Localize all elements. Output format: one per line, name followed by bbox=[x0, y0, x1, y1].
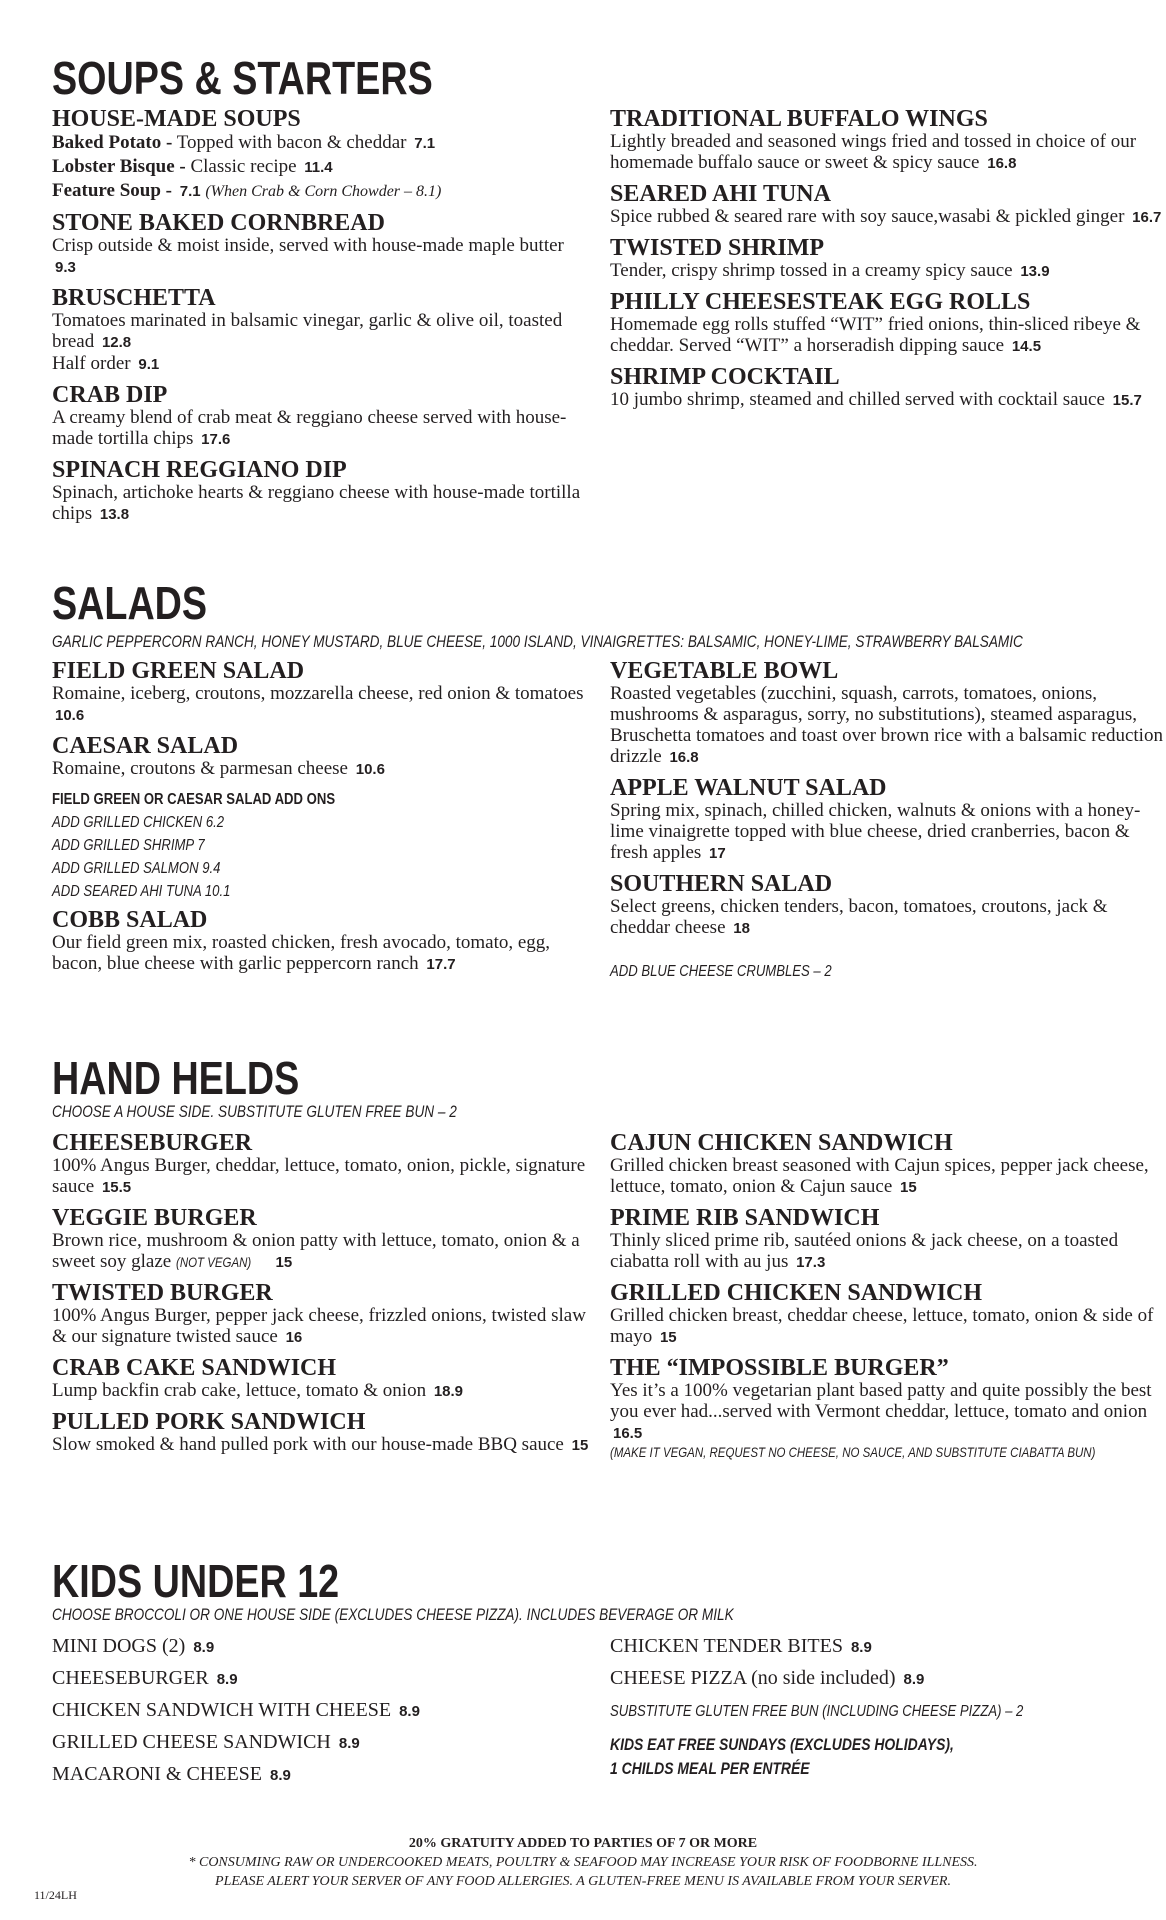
footer bbox=[0, 1834, 1166, 1891]
kids-item bbox=[52, 1695, 592, 1727]
item-desc bbox=[610, 800, 1166, 864]
item-name: BRUSCHETTA bbox=[52, 285, 216, 311]
hand-helds-section bbox=[52, 1052, 1154, 1460]
menu-item bbox=[52, 735, 592, 780]
menu-item bbox=[52, 108, 592, 203]
kids-item-name: CHEESE PIZZA (no side included) bbox=[610, 1667, 896, 1689]
item-desc-text: 10 jumbo shrimp, steamed and chilled served with cocktail sauce bbox=[610, 389, 1105, 410]
price: 10.6 bbox=[355, 761, 385, 778]
item-desc-text: Lightly breaded and seasoned wings fried and tossed in choice of our homemade buffalo sauce or sweet & spicy sauce bbox=[610, 131, 1137, 173]
item-name: SEARED AHI TUNA bbox=[610, 181, 831, 207]
item-name: PHILLY CHEESESTEAK EGG ROLLS bbox=[610, 289, 1031, 315]
item-desc bbox=[610, 1230, 1166, 1273]
price: 11.4 bbox=[304, 159, 333, 176]
menu-item bbox=[610, 366, 1166, 411]
soups-starters-section bbox=[52, 52, 1162, 524]
hand-helds-left-column bbox=[52, 1132, 592, 1465]
section-title: HAND HELDS bbox=[52, 1052, 300, 1104]
price: 16.5 bbox=[613, 1425, 643, 1442]
menu-item bbox=[52, 1282, 592, 1348]
item-desc-text: Romaine, iceberg, croutons, mozzarella cheese, red onion & tomatoes bbox=[52, 683, 584, 704]
kids-left-list bbox=[52, 1631, 592, 1791]
menu-item bbox=[610, 1282, 1166, 1348]
kids-free-line: 1 CHILDS MEAL PER ENTRÉE bbox=[610, 1759, 810, 1778]
kids-item bbox=[610, 1631, 1166, 1663]
addon-item: ADD GRILLED SHRIMP 7 bbox=[52, 837, 205, 854]
menu-item bbox=[610, 183, 1166, 228]
item-desc-text: Yes it’s a 100% vegetarian plant based patty and quite possibly the best you ever had...served with Vermont cheddar, lettuce, tomato and onion bbox=[610, 1380, 1152, 1422]
price: 17 bbox=[709, 845, 726, 862]
hand-helds-left-list bbox=[52, 1132, 592, 1456]
item-desc-text: Tomatoes marinated in balsamic vinegar, garlic & olive oil, toasted bread bbox=[52, 310, 563, 352]
menu-item bbox=[610, 873, 1166, 939]
kids-item-name: CHEESEBURGER bbox=[52, 1667, 209, 1689]
starters-right-list bbox=[610, 108, 1166, 411]
item-name: VEGETABLE BOWL bbox=[610, 658, 839, 684]
item-desc bbox=[610, 389, 1166, 411]
item-name: THE “IMPOSSIBLE BURGER” bbox=[610, 1355, 949, 1381]
menu-item bbox=[610, 1132, 1166, 1198]
warning-line: PLEASE ALERT YOUR SERVER OF ANY FOOD ALLERGIES. A GLUTEN-FREE MENU IS AVAILABLE FROM YOUR SERVER. bbox=[215, 1874, 951, 1889]
item-desc bbox=[52, 310, 592, 375]
kids-right-list bbox=[610, 1631, 1166, 1695]
item-desc bbox=[610, 260, 1166, 282]
kids-item bbox=[52, 1631, 592, 1663]
menu-item bbox=[610, 1357, 1166, 1462]
kids-free-line: KIDS EAT FREE SUNDAYS (EXCLUDES HOLIDAYS), bbox=[610, 1735, 954, 1754]
salads-left-column bbox=[52, 660, 592, 984]
item-name: CRAB CAKE SANDWICH bbox=[52, 1355, 337, 1381]
item-name: VEGGIE BURGER bbox=[52, 1205, 257, 1231]
kids-right-column bbox=[610, 1631, 1166, 1781]
menu-item bbox=[52, 1132, 592, 1198]
hand-helds-right-list bbox=[610, 1132, 1166, 1462]
price: 9.3 bbox=[55, 259, 76, 276]
item-desc bbox=[610, 896, 1166, 939]
menu-item bbox=[52, 909, 592, 975]
gratuity-note: 20% GRATUITY ADDED TO PARTIES OF 7 OR MORE bbox=[408, 1836, 758, 1851]
item-desc-text: A creamy blend of crab meat & reggiano cheese served with house-made tortilla chips bbox=[52, 407, 567, 449]
item-desc-text: Thinly sliced prime rib, sautéed onions & jack cheese, on a toasted ciabatta roll with au jus bbox=[610, 1230, 1119, 1272]
item-name: PRIME RIB SANDWICH bbox=[610, 1205, 880, 1231]
price: 9.1 bbox=[138, 356, 160, 373]
price: 7.1 bbox=[414, 135, 436, 152]
item-desc bbox=[610, 683, 1166, 768]
menu-item bbox=[52, 1357, 592, 1402]
item-name: TWISTED BURGER bbox=[52, 1280, 273, 1306]
item-desc-text: Tender, crispy shrimp tossed in a creamy spicy sauce bbox=[610, 260, 1013, 281]
item-desc bbox=[52, 1380, 592, 1402]
item-name: SOUTHERN SALAD bbox=[610, 871, 833, 897]
item-name: FIELD GREEN SALAD bbox=[52, 658, 305, 684]
menu-item bbox=[610, 777, 1166, 864]
item-desc bbox=[52, 482, 592, 525]
kids-item-name: MINI DOGS (2) bbox=[52, 1635, 186, 1657]
menu-item bbox=[52, 1411, 592, 1456]
price: 7.1 bbox=[179, 183, 201, 200]
section-title: SALADS bbox=[52, 577, 208, 629]
item-name: TRADITIONAL BUFFALO WINGS bbox=[610, 106, 988, 132]
item-name: CRAB DIP bbox=[52, 382, 168, 408]
kids-item-name: CHICKEN SANDWICH WITH CHEESE bbox=[52, 1699, 392, 1721]
price: 15 bbox=[571, 1437, 589, 1454]
kids-item bbox=[52, 1759, 592, 1791]
item-desc-text: Brown rice, mushroom & onion patty with lettuce, tomato, onion & a sweet soy glaze bbox=[52, 1230, 580, 1272]
item-desc-text: Homemade egg rolls stuffed “WIT” fried onions, thin-sliced ribeye & cheddar. Served “WIT” a horseradish dipping sauce bbox=[610, 314, 1141, 356]
price: 16.8 bbox=[669, 749, 699, 766]
price: 8.9 bbox=[850, 1639, 872, 1656]
addon-item: ADD GRILLED CHICKEN 6.2 bbox=[52, 814, 225, 831]
kids-item bbox=[610, 1663, 1166, 1695]
hand-helds-right-column bbox=[610, 1132, 1166, 1471]
price: 15.5 bbox=[101, 1179, 132, 1196]
kids-note: CHOOSE BROCCOLI OR ONE HOUSE SIDE (EXCLUDES CHEESE PIZZA). INCLUDES BEVERAGE OR MILK bbox=[52, 1605, 734, 1624]
price: 16.8 bbox=[987, 155, 1017, 172]
item-subnote: (MAKE IT VEGAN, REQUEST NO CHEESE, NO SAUCE, AND SUBSTITUTE CIABATTA BUN) bbox=[610, 1444, 1096, 1460]
kids-item bbox=[52, 1663, 592, 1695]
price: 8.9 bbox=[193, 1639, 215, 1656]
menu-item bbox=[52, 384, 592, 450]
menu-item bbox=[52, 660, 592, 726]
item-desc bbox=[52, 235, 592, 278]
item-note: (NOT VEGAN) bbox=[175, 1254, 252, 1270]
item-desc bbox=[52, 683, 592, 726]
menu-item bbox=[610, 108, 1166, 174]
price: 8.9 bbox=[338, 1735, 360, 1752]
gluten-free-note: SUBSTITUTE GLUTEN FREE BUN (INCLUDING CHEESE PIZZA) – 2 bbox=[610, 1703, 1024, 1720]
soup-line: Baked Potato - Topped with bacon & cheddar 7.1 bbox=[52, 132, 436, 153]
price: 8.9 bbox=[903, 1671, 925, 1688]
item-name: COBB SALAD bbox=[52, 907, 208, 933]
menu-item bbox=[52, 287, 592, 375]
item-desc bbox=[610, 314, 1166, 357]
item-desc-text: Grilled chicken breast, cheddar cheese, lettuce, tomato, onion & side of mayo bbox=[610, 1305, 1154, 1347]
item-desc-text: Spice rubbed & seared rare with soy sauce,wasabi & pickled ginger bbox=[610, 206, 1125, 227]
price: 8.9 bbox=[399, 1703, 420, 1720]
menu-item bbox=[610, 237, 1166, 282]
dressing-note: GARLIC PEPPERCORN RANCH, HONEY MUSTARD, BLUE CHEESE, 1000 ISLAND, VINAIGRETTES: BALSAMIC, HONEY-LIME, STRAWBERRY BALSAMIC bbox=[52, 632, 1023, 651]
price: 10.6 bbox=[55, 707, 85, 724]
item-desc bbox=[610, 1380, 1166, 1444]
item-desc bbox=[610, 206, 1166, 228]
item-desc bbox=[610, 1155, 1166, 1198]
item-desc-text: Slow smoked & hand pulled pork with our house-made BBQ sauce bbox=[52, 1434, 564, 1455]
item-desc: Our field green mix, roasted chicken, fresh avocado, tomato, egg, bacon, blue cheese with garlic peppercorn ranch 17.7 bbox=[52, 932, 551, 974]
kids-item-name: MACARONI & CHEESE bbox=[52, 1763, 263, 1785]
item-name: STONE BAKED CORNBREAD bbox=[52, 210, 385, 236]
item-desc bbox=[610, 1305, 1166, 1348]
salads-section bbox=[52, 577, 1163, 980]
price: 17.6 bbox=[201, 431, 231, 448]
item-desc-text: Romaine, croutons & parmesan cheese bbox=[52, 758, 348, 779]
price: 16 bbox=[285, 1329, 303, 1346]
item-desc bbox=[52, 1230, 592, 1273]
kids-item-name: GRILLED CHEESE SANDWICH bbox=[52, 1731, 331, 1753]
menu-item bbox=[52, 459, 592, 525]
warning-line: * CONSUMING RAW OR UNDERCOOKED MEATS, POULTRY & SEAFOOD MAY INCREASE YOUR RISK OF FOODBORNE ILLNESS. bbox=[188, 1855, 978, 1870]
salads-right-column bbox=[610, 660, 1166, 983]
price: 15.7 bbox=[1112, 392, 1142, 409]
soups-right-column bbox=[610, 108, 1166, 420]
item-name: CAESAR SALAD bbox=[52, 733, 239, 759]
item-desc bbox=[52, 407, 592, 450]
item-name: GRILLED CHICKEN SANDWICH bbox=[610, 1280, 983, 1306]
section-title: KIDS UNDER 12 bbox=[52, 1555, 340, 1607]
soup-line: Feature Soup - 7.1 (When Crab & Corn Chowder – 8.1) bbox=[52, 180, 442, 201]
soup-line: Lobster Bisque - Classic recipe 11.4 bbox=[52, 156, 333, 177]
blue-cheese-note: ADD BLUE CHEESE CRUMBLES – 2 bbox=[610, 963, 832, 980]
price: 13.8 bbox=[99, 506, 130, 523]
menu-item bbox=[610, 291, 1166, 357]
item-name: CAJUN CHICKEN SANDWICH bbox=[610, 1130, 953, 1156]
half-order-label: Half order bbox=[52, 353, 131, 374]
item-desc-text: Lump backfin crab cake, lettuce, tomato & onion bbox=[52, 1380, 427, 1401]
item-desc-text: Grilled chicken breast seasoned with Cajun spices, pepper jack cheese, lettuce, tomato, onion & Cajun sauce bbox=[610, 1155, 1149, 1197]
item-desc bbox=[52, 1305, 592, 1348]
kids-item bbox=[52, 1727, 592, 1759]
price: 16.7 bbox=[1132, 209, 1162, 226]
price: 13.9 bbox=[1020, 263, 1050, 280]
item-name: TWISTED SHRIMP bbox=[610, 235, 825, 261]
menu-item bbox=[52, 212, 592, 278]
hand-helds-note: CHOOSE A HOUSE SIDE. SUBSTITUTE GLUTEN FREE BUN – 2 bbox=[52, 1102, 457, 1121]
price: 14.5 bbox=[1011, 338, 1042, 355]
section-title: SOUPS & STARTERS bbox=[52, 52, 433, 104]
item-desc bbox=[52, 1155, 592, 1198]
item-desc-text: Crisp outside & moist inside, served with house-made maple butter bbox=[52, 235, 564, 256]
kids-section bbox=[52, 1555, 1122, 1785]
price: 17.3 bbox=[796, 1254, 826, 1271]
item-desc-text: Roasted vegetables (zucchini, squash, carrots, tomatoes, onions, mushrooms & asparagus, sorry, no substitutions), steamed asparagus, Bruschetta tomatoes and toast over brown rice with a balsamic reduction drizzle bbox=[610, 683, 1163, 767]
price: 8.9 bbox=[216, 1671, 238, 1688]
item-desc-text: 100% Angus Burger, pepper jack cheese, frizzled onions, twisted slaw & our signature twisted sauce bbox=[52, 1305, 586, 1347]
item-name: HOUSE-MADE SOUPS bbox=[52, 106, 301, 132]
item-desc-text: Spring mix, spinach, chilled chicken, walnuts & onions with a honey-lime vinaigrette topped with blue cheese, dried cranberries, bacon & fresh apples bbox=[610, 800, 1141, 863]
price: 15 bbox=[900, 1179, 917, 1196]
item-name: SPINACH REGGIANO DIP bbox=[52, 457, 347, 483]
item-name: CHEESEBURGER bbox=[52, 1130, 253, 1156]
item-desc-text: Spinach, artichoke hearts & reggiano cheese with house-made tortilla chips bbox=[52, 482, 581, 524]
addons-title: FIELD GREEN OR CAESAR SALAD ADD ONS bbox=[52, 791, 336, 808]
starters-left-list bbox=[52, 212, 592, 525]
price: 12.8 bbox=[101, 334, 132, 351]
price: 18 bbox=[733, 920, 750, 937]
item-desc-text: Select greens, chicken tenders, bacon, tomatoes, croutons, jack & cheddar cheese bbox=[610, 896, 1108, 938]
salads-right-list bbox=[610, 660, 1166, 939]
menu-item bbox=[52, 1207, 592, 1273]
addon-item: ADD GRILLED SALMON 9.4 bbox=[52, 860, 221, 877]
addon-item: ADD SEARED AHI TUNA 10.1 bbox=[52, 883, 231, 900]
price: 8.9 bbox=[270, 1767, 291, 1784]
print-code: 11/24LH bbox=[34, 1888, 77, 1902]
price: 18.9 bbox=[433, 1383, 464, 1400]
item-name: SHRIMP COCKTAIL bbox=[610, 364, 840, 390]
item-desc bbox=[52, 1434, 592, 1456]
price: 15 bbox=[659, 1329, 677, 1346]
menu-item bbox=[610, 660, 1166, 768]
kids-item-name: CHICKEN TENDER BITES bbox=[610, 1635, 843, 1657]
item-desc bbox=[52, 758, 592, 780]
price: 15 bbox=[275, 1254, 293, 1271]
item-name: PULLED PORK SANDWICH bbox=[52, 1409, 366, 1435]
price: 17.7 bbox=[426, 956, 456, 973]
item-desc-text: 100% Angus Burger, cheddar, lettuce, tomato, onion, pickle, signature sauce bbox=[52, 1155, 586, 1197]
menu-item bbox=[610, 1207, 1166, 1273]
item-name: APPLE WALNUT SALAD bbox=[610, 775, 887, 801]
salads-left-list bbox=[52, 660, 592, 780]
soups-left-column bbox=[52, 108, 592, 534]
kids-left-column bbox=[52, 1631, 592, 1791]
item-desc bbox=[610, 131, 1166, 174]
